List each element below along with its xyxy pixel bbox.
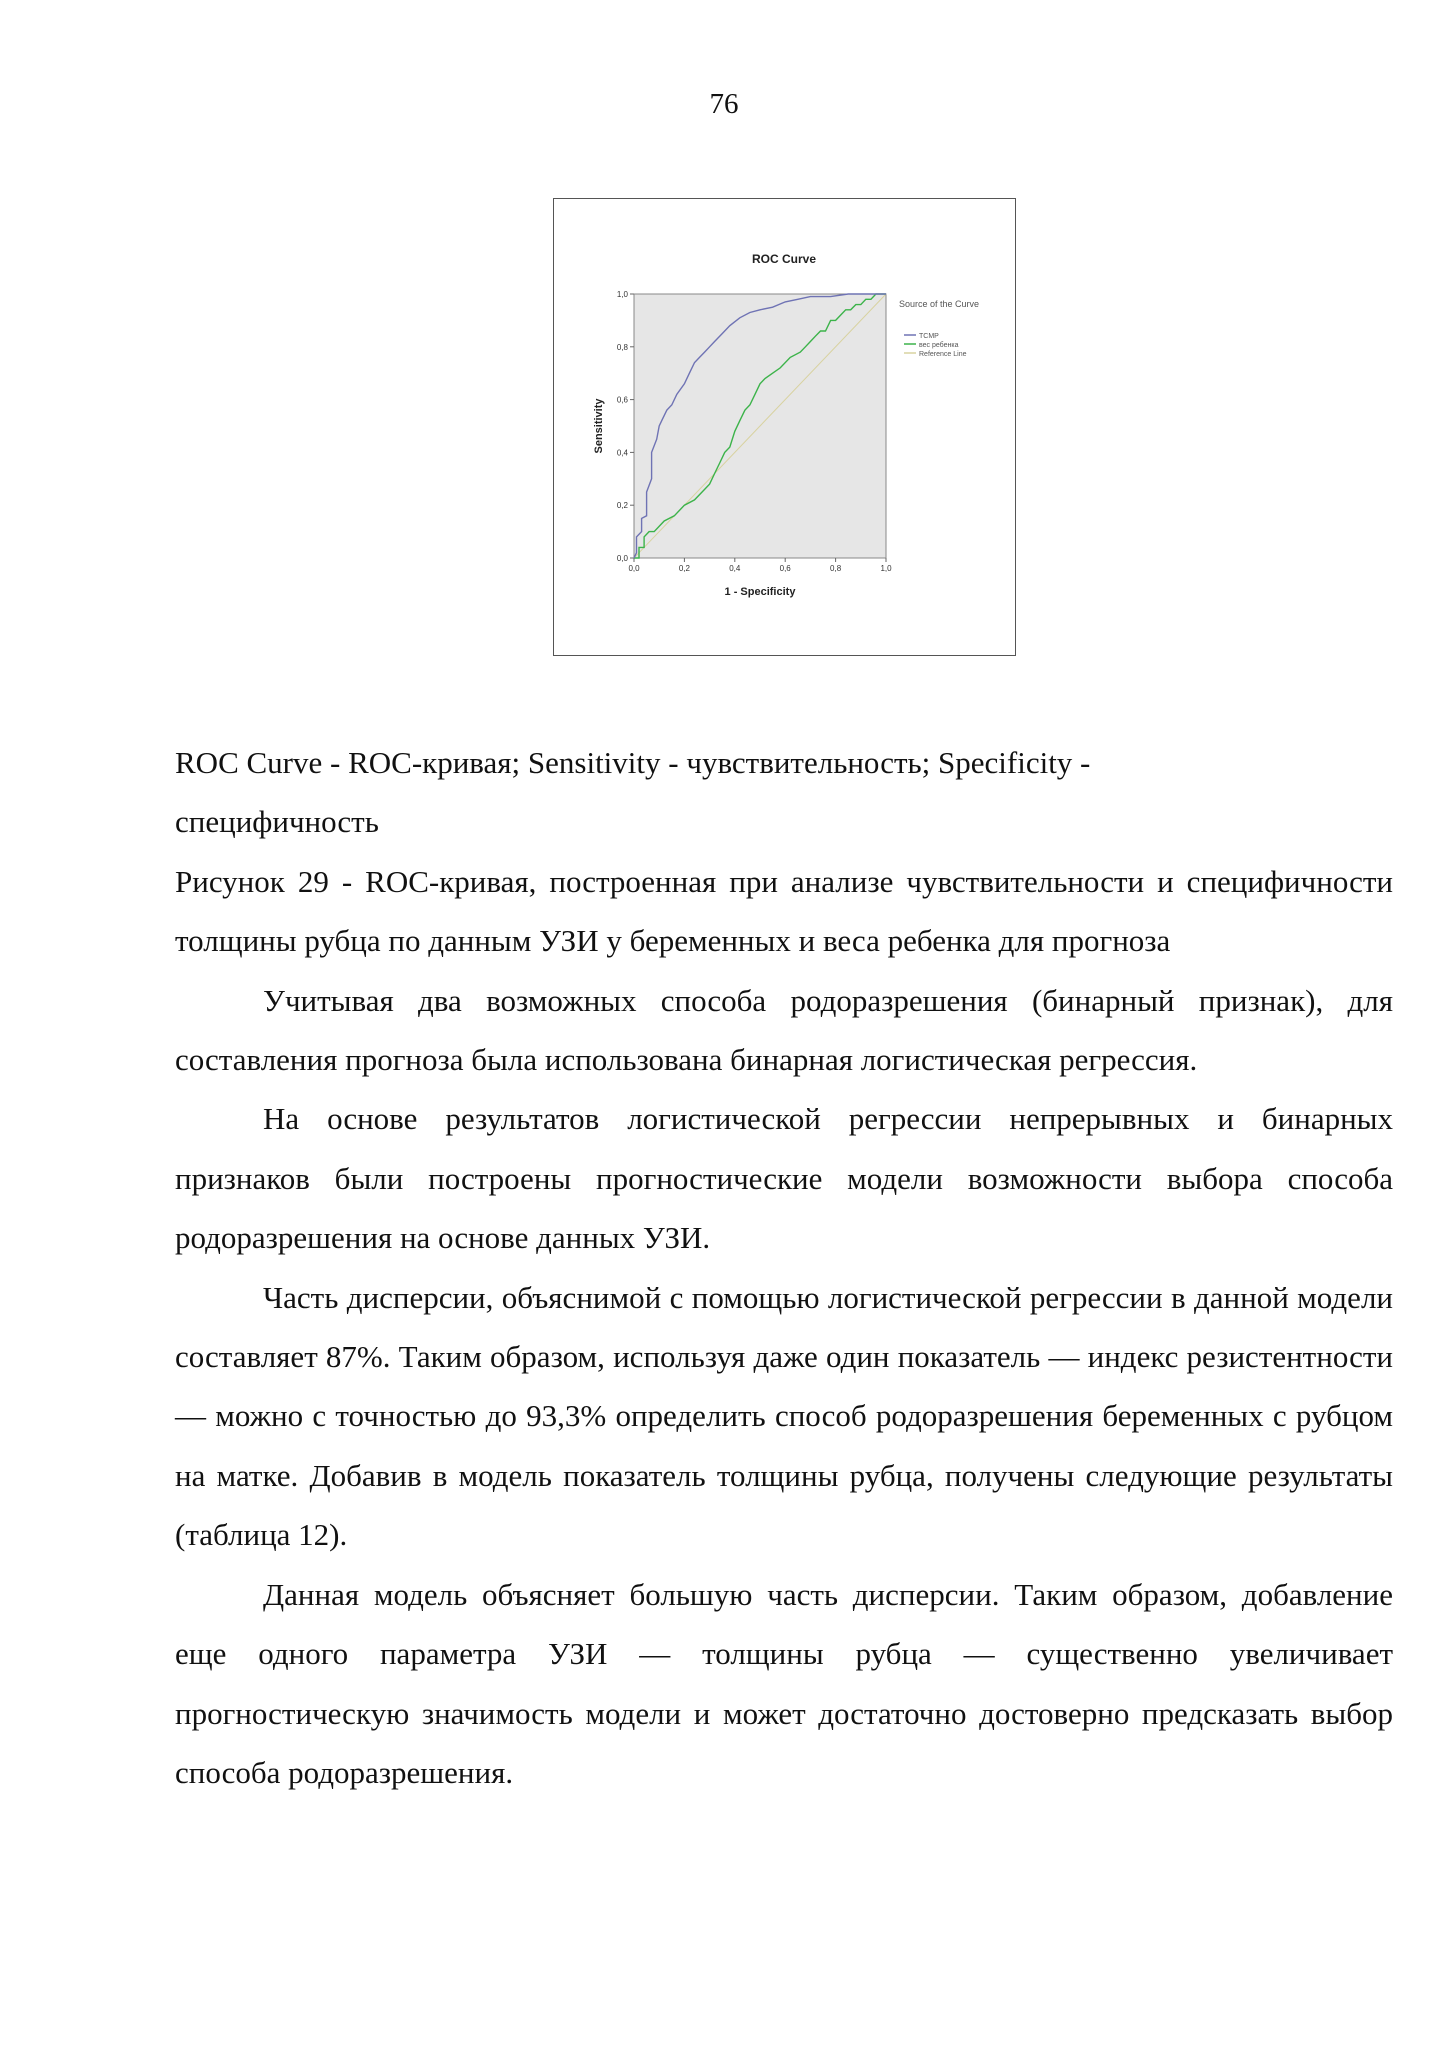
paragraph-3: Часть дисперсии, объяснимой с помощью логистической регрессии в данной модели составляет 87%. Таким образом, используя даже один показатель — индекс резистентности — можно с точностью до 93,3% определить способ родоразрешения беременных с рубцом на матке. Добавив в модель показатель толщины рубца, получены следующие результаты (таблица 12). xyxy=(175,1279,1393,1553)
figure-caption: Рисунок 29 - ROC-кривая, построенная при анализе чувствительности и специфичности толщины рубца по данным УЗИ у беременных и веса ребенка для прогноза xyxy=(175,863,1393,959)
legend-title: Source of the Curve xyxy=(899,299,980,309)
x-tick-label: 0,6 xyxy=(779,564,791,573)
paragraph-1: Учитывая два возможных способа родоразрешения (бинарный признак), для составления прогноза была использована бинарная логистическая регрессия. xyxy=(175,982,1393,1078)
caption-line-2: специфичность xyxy=(175,804,379,840)
legend-label-reference: Reference Line xyxy=(919,351,967,358)
y-tick-label: 0,6 xyxy=(616,395,628,405)
body-text xyxy=(175,733,1393,1802)
paragraph-4: Данная модель объясняет большую часть дисперсии. Таким образом, добавление еще одного параметра УЗИ — толщины рубца — существенно увеличивает прогностическую значимость модели и может достаточно достоверно предсказать выбор способа родоразрешения. xyxy=(175,1576,1393,1790)
chart-title: ROC Curve xyxy=(751,252,817,266)
y-tick-label: 0,0 xyxy=(616,554,628,563)
legend-label-baby-weight: вес ребенка xyxy=(919,342,959,349)
legend-label-tcmp: TCMP xyxy=(919,333,939,340)
paragraph-2: На основе результатов логистической регрессии непрерывных и бинарных признаков были построены прогностические модели возможности выбора способа родоразрешения на основе данных УЗИ. xyxy=(175,1101,1393,1256)
y-tick-label: 0,8 xyxy=(616,342,628,352)
x-tick-label: 0,8 xyxy=(830,564,842,573)
roc-chart xyxy=(554,199,1017,657)
x-tick-label: 0,4 xyxy=(729,564,741,573)
x-tick-label: 1,0 xyxy=(880,564,892,573)
page-number: 76 xyxy=(709,88,739,120)
x-axis-label: 1 - Specificity xyxy=(724,586,796,598)
x-tick-label: 0,2 xyxy=(678,564,690,573)
x-tick-label: 0,0 xyxy=(628,564,640,573)
y-tick-label: 0,2 xyxy=(616,501,628,511)
y-tick-label: 1,0 xyxy=(616,290,628,299)
caption-line-1: ROC Curve - ROC-кривая; Sensitivity - чувствительность; Specificity - xyxy=(175,745,1091,780)
y-axis-label: Sensitivity xyxy=(593,398,605,454)
y-tick-label: 0,4 xyxy=(616,448,628,458)
roc-figure xyxy=(553,198,1016,656)
